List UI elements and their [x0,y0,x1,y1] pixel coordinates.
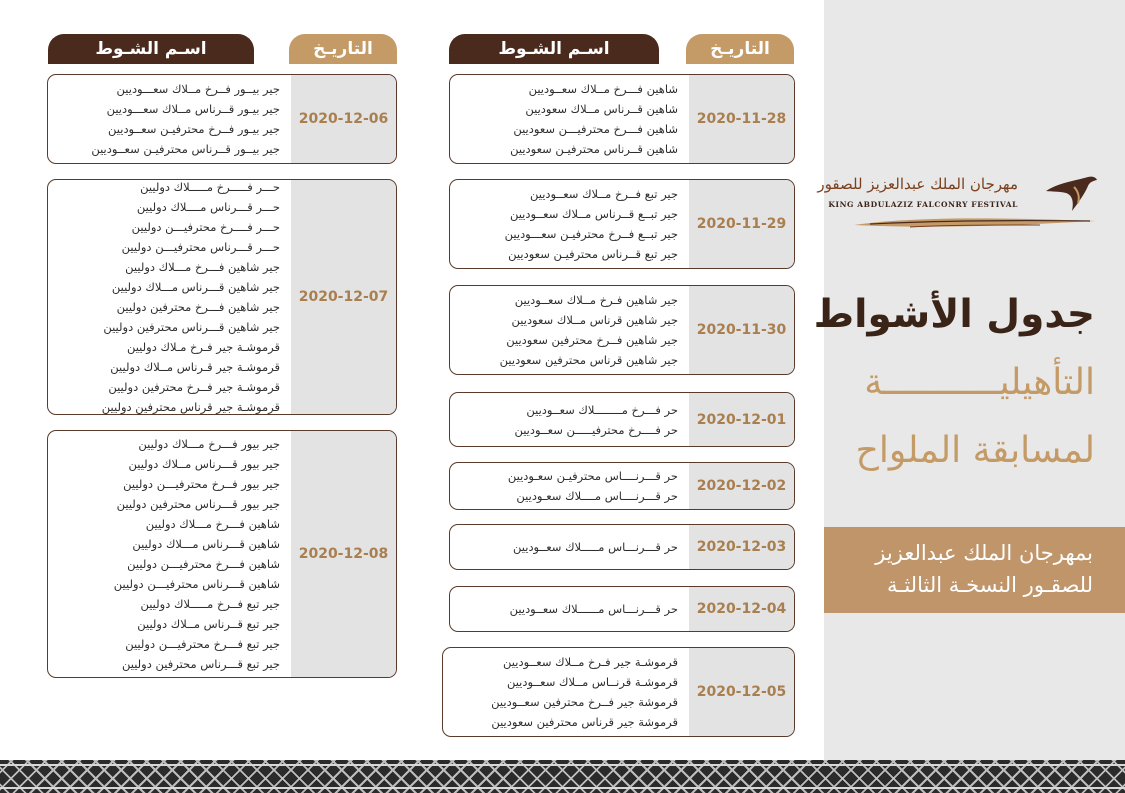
race-name: حر قـــرنــــاس محترفيـن سعـوديين [507,469,678,483]
schedule-row [449,586,795,632]
race-name: قرموشـة جير فــرخ محترفين دوليين [108,380,280,394]
logo-arabic-text: مهرجان الملك عبدالعزيز للصقور [817,175,1018,193]
race-name: قرموشـة جير فـرخ مــلاك سعــوديين [503,655,678,669]
header-date-right: التاريـخ [686,34,794,64]
race-name: قرموشـة جير قـرناس مــلاك دوليين [110,360,280,374]
festival-logo [817,165,1100,235]
schedule-row [449,285,795,375]
race-name: جير تبع قـــرناس محترفين دوليين [121,657,280,671]
race-name: جير بيور قـــرناس محترفين دوليين [116,497,280,511]
schedule-row [449,462,795,510]
race-name: جير بيــور فــرخ مــلاك سعـــوديين [116,82,280,96]
schedule-row [47,430,397,678]
race-name: قرموشة جير فــرخ محترفين سعــوديين [491,695,678,709]
race-name: شاهين قــرناس محترفيـن سعوديين [510,142,678,156]
race-name: شاهين فـــرخ مـــلاك دوليين [145,517,280,531]
row-date: 2020-12-01 [689,393,794,446]
row-date: 2020-11-29 [689,180,794,268]
row-date: 2020-12-07 [291,180,396,414]
race-name: قرموشـة جير فـرخ مـلاك دوليين [126,340,280,354]
row-date: 2020-11-28 [689,75,794,163]
page-subtitle-2: لمسابقة الملواح [855,430,1095,471]
race-name: جير شاهين قـــرناس محترفين دوليين [103,320,280,334]
race-name: جير شاهين قرناس محترفين سعوديين [499,353,678,367]
header-date-left: التاريـخ [289,34,397,64]
race-name: حر فــــرخ محترفيـــــن سعــوديين [514,422,678,437]
race-name: جير تبع فــرخ مــلاك سعــوديين [530,187,678,201]
row-date: 2020-12-03 [689,525,794,569]
race-name: جير شاهين فـــرخ محترفين دوليين [116,300,280,314]
race-name: شاهين قــرناس مــلاك سعوديين [525,102,678,116]
race-name: جير تبع فــرخ مـــــلاك دوليين [140,597,280,611]
race-name: جير تبع قــرناس مــلاك دوليين [137,617,280,631]
row-date: 2020-12-05 [689,648,794,736]
race-name: جير شاهين فــرخ محترفين سعوديين [506,333,678,347]
logo-english-text: KING ABDULAZIZ FALCONRY FESTIVAL [828,200,1018,209]
race-name: حـــر قـــرناس مــــلاك دوليين [136,200,280,214]
race-name: حـــر فـــــرخ مـــــلاك دوليين [140,180,280,194]
race-name: جير تبــع فــرخ محترفيـن سعـــوديين [504,227,678,241]
race-name: شاهين قـــرناس محترفيـــن دوليين [113,577,280,591]
decorative-border [0,760,1125,793]
schedule-row [449,524,795,570]
race-name: جير تبع فـــرخ محترفيـــن دوليين [125,637,280,651]
falcon-icon [1044,173,1098,213]
race-name: حر قـــرنـــاس مـــــلاك سعــوديين [513,540,678,554]
race-name: جير شاهين فـــرخ مـــلاك دوليين [125,260,280,274]
band-line-1: بمهرجان الملك عبدالعزيز [875,541,1093,565]
feather-icon [850,213,1100,233]
race-name: جير تبع قــرناس محترفيـن سعوديين [508,247,678,261]
schedule-row [47,74,397,164]
race-name: حر قـــرنــــاس مــــلاك سعـوديين [516,489,678,503]
page-title: جدول الأشواط [813,292,1095,337]
row-date: 2020-12-08 [291,431,396,677]
race-name: جير بيور قـــرناس مــلاك دوليين [128,457,280,471]
row-date: 2020-12-04 [689,587,794,631]
race-name: جير بيور فـــرخ مـــلاك دوليين [138,437,280,451]
race-name: جير بيــور قــرناس محترفيـن سعــوديين [91,142,280,156]
race-name: جير تبــع قــرناس مــلاك سعــوديين [509,207,678,221]
race-name: حر فـــرخ مــــــــلاك سعــوديين [526,402,678,417]
race-name: قرموشـة جير قرناس محترفين دوليين [101,400,280,414]
race-name: قرموشـة قرنــاس مــلاك سعــوديين [506,675,678,689]
race-name: شاهين فـــرخ مــلاك سعــوديين [528,82,678,96]
race-name: جير شاهين قرناس مــلاك سعوديين [511,313,678,327]
race-name: جير شاهين قـــرناس مـــلاك دوليين [111,280,280,294]
race-name: جير شاهين فـرخ مــلاك سعــوديين [514,293,678,307]
row-date: 2020-12-02 [689,463,794,509]
race-name: حـــر قـــرناس محترفيـــن دوليين [121,240,280,254]
race-name: قرموشة جير قرناس محترفين سعوديين [491,715,678,729]
band-line-2: للصقـور النسخـة الثالثـة [886,573,1093,597]
schedule-row [442,647,795,737]
schedule-row [449,179,795,269]
race-name: شاهين فـــرخ محترفيـــن سعوديين [513,122,678,136]
race-name: حـــر فــــرخ محترفيـــن دوليين [131,220,280,234]
race-name: حر قـــرنـــاس مــــــلاك سعــوديين [509,602,678,616]
race-name: جير بيور فــرخ محترفيـــن دوليين [123,477,280,491]
race-name: شاهين فـــرخ محترفيـــن دوليين [127,557,280,571]
race-name: شاهين قـــرناس مـــلاك دوليين [132,537,280,551]
row-date: 2020-12-06 [291,75,396,163]
header-name-right: اسـم الشـوط [449,34,659,64]
header-name-left: اسـم الشـوط [48,34,254,64]
race-name: جير بيـور قــرناس مــلاك سعـــوديين [106,102,280,116]
festival-band [824,527,1125,613]
schedule-row [47,179,397,415]
page-subtitle: التأهيليـــــــــــة [864,362,1095,403]
race-name: جير بيـور فــرخ محترفيـن سعــوديين [108,122,280,136]
schedule-row [449,74,795,164]
row-date: 2020-11-30 [689,286,794,374]
schedule-row [449,392,795,447]
